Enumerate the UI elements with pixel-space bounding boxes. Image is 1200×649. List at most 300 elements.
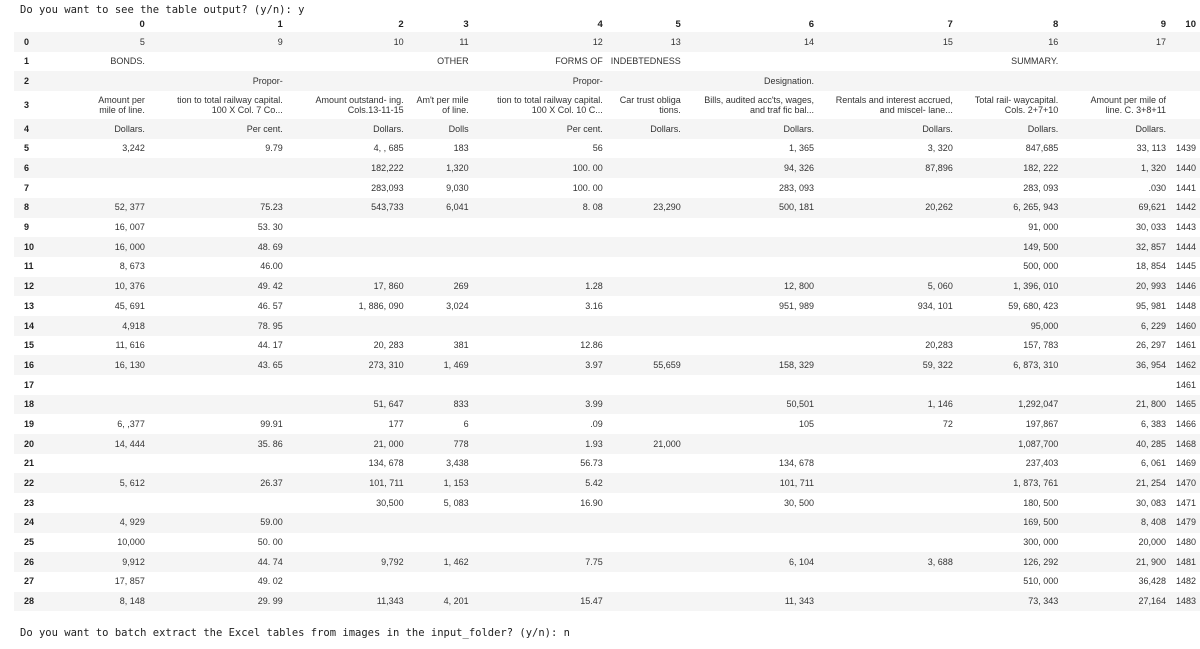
table-cell	[49, 178, 149, 198]
table-cell	[473, 513, 607, 533]
table-cell	[818, 592, 957, 612]
header-row	[14, 18, 1200, 32]
table-row	[14, 237, 1200, 257]
table-cell: 99.91	[260, 418, 283, 429]
table-cell	[473, 257, 607, 277]
table-cell	[287, 257, 408, 277]
table-cell: 180, 500	[1023, 497, 1059, 508]
table-cell: 73, 343	[1028, 596, 1059, 607]
table-cell	[607, 414, 685, 434]
table-cell: 100. 00	[572, 163, 603, 174]
cell-line: Amount outstand- ing.	[315, 94, 404, 105]
table-cell	[49, 91, 149, 119]
table-cell	[149, 395, 287, 415]
table-cell: 100. 00	[572, 182, 603, 193]
table-cell: 21, 800	[1136, 399, 1167, 410]
table-cell: 17, 860	[373, 281, 404, 292]
table-cell: 72	[942, 418, 953, 429]
row-index: 3	[24, 99, 30, 110]
table-cell: 1, 873, 761	[1013, 478, 1059, 489]
table-cell	[287, 91, 408, 119]
table-cell: 6,041	[446, 202, 469, 213]
table-cell: 56	[592, 143, 603, 154]
table-cell: INDEBTEDNESS	[610, 56, 681, 67]
table-cell: 1440	[1175, 163, 1196, 174]
table-cell: 1,292,047	[1018, 399, 1059, 410]
table-cell: Dollars.	[922, 123, 953, 134]
table-row	[14, 395, 1200, 415]
table-cell	[149, 178, 287, 198]
cell-line: tion to total railway capital.	[177, 94, 283, 105]
table-cell	[607, 218, 685, 238]
table-cell	[1170, 119, 1200, 139]
table-cell: 8. 08	[582, 202, 603, 213]
table-cell: 1441	[1175, 182, 1196, 193]
table-cell: 1, 886, 090	[358, 300, 404, 311]
table-cell	[607, 572, 685, 592]
table-cell: 6, ,377	[117, 418, 145, 429]
table-cell: 87,896	[925, 163, 953, 174]
table-cell	[408, 316, 473, 336]
cell-line: Cols.13-11-15	[347, 105, 404, 116]
table-cell	[287, 316, 408, 336]
table-cell	[607, 395, 685, 415]
table-cell	[1170, 52, 1200, 72]
table-cell: 283, 093	[1023, 182, 1059, 193]
table-cell: 49. 42	[257, 281, 283, 292]
table-cell: 1.28	[585, 281, 603, 292]
table-cell	[607, 178, 685, 198]
table-cell	[607, 296, 685, 316]
table-cell: 6, 265, 943	[1013, 202, 1059, 213]
table-cell: 26.37	[260, 478, 283, 489]
column-header: 2	[398, 18, 404, 30]
table-cell	[49, 375, 149, 395]
row-index: 24	[24, 517, 35, 528]
table-cell: 17, 857	[114, 576, 145, 587]
table-cell	[473, 218, 607, 238]
column-header: 5	[675, 18, 681, 30]
cell-line: Rentals and interest accrued,	[835, 94, 953, 105]
table-cell	[607, 316, 685, 336]
table-cell	[408, 375, 473, 395]
table-cell	[607, 257, 685, 277]
table-cell	[818, 52, 957, 72]
table-cell: Dollars.	[783, 123, 815, 134]
table-cell: 283,093	[371, 182, 404, 193]
table-cell: 778	[453, 438, 469, 449]
table-cell: 12, 800	[784, 281, 815, 292]
table-cell: 182,222	[371, 163, 404, 174]
table-cell: Per cent.	[566, 123, 603, 134]
table-cell: 1483	[1175, 596, 1196, 607]
table-cell	[818, 493, 957, 513]
cell-line: and miscel- lane...	[879, 105, 953, 116]
table-cell	[685, 316, 818, 336]
table-cell: 8, 408	[1141, 517, 1167, 528]
table-cell	[1170, 91, 1200, 119]
row-index: 25	[24, 537, 35, 548]
table-cell: 26, 297	[1136, 340, 1167, 351]
table-cell: 16	[1048, 36, 1059, 47]
table-cell	[49, 395, 149, 415]
table-row	[14, 32, 1200, 52]
table-row	[14, 375, 1200, 395]
table-cell: 1470	[1175, 478, 1196, 489]
table-cell	[49, 454, 149, 474]
table-cell: 14	[804, 36, 815, 47]
table-cell: 5, 612	[119, 478, 145, 489]
table-cell	[1062, 375, 1170, 395]
table-cell: 6, 873, 310	[1013, 359, 1059, 370]
table-cell: 9,030	[446, 182, 469, 193]
table-cell: 20,283	[925, 340, 953, 351]
table-cell: 21, 000	[373, 438, 404, 449]
table-cell	[473, 91, 607, 119]
table-cell: Per cent.	[246, 123, 283, 134]
table-cell: 1444	[1175, 241, 1196, 252]
table-cell: 273, 310	[368, 359, 404, 370]
table-cell	[408, 237, 473, 257]
table-row	[14, 473, 1200, 493]
table-cell: 50. 00	[257, 537, 283, 548]
table-body	[14, 32, 1200, 611]
table-cell: 59.00	[260, 517, 283, 528]
table-cell	[607, 336, 685, 356]
row-index: 0	[24, 36, 30, 47]
table-cell: 833	[453, 399, 469, 410]
row-index: 2	[24, 75, 30, 86]
table-cell: 18, 854	[1136, 261, 1167, 272]
table-cell	[287, 237, 408, 257]
row-index: 27	[24, 576, 35, 587]
table-row	[14, 414, 1200, 434]
table-row	[14, 218, 1200, 238]
table-row	[14, 277, 1200, 297]
table-cell: 46. 57	[257, 300, 283, 311]
table-cell	[818, 454, 957, 474]
table-cell: 11, 616	[115, 340, 145, 351]
table-cell	[818, 533, 957, 553]
cell-line: line. C. 3+8+11	[1105, 105, 1167, 116]
table-cell: 46.00	[260, 261, 283, 272]
table-cell: 1, 365	[789, 143, 815, 154]
table-cell: 158, 329	[779, 359, 815, 370]
table-cell: BONDS.	[110, 56, 145, 67]
prompt-line-bottom: Do you want to batch extract the Excel tables from images in the input_folder? (y/n): n	[20, 627, 570, 639]
table-cell: 8, 673	[119, 261, 145, 272]
table-cell: 1439	[1175, 143, 1196, 154]
table-cell: 1443	[1175, 222, 1196, 233]
table-cell: 27,164	[1138, 596, 1167, 607]
table-cell	[818, 178, 957, 198]
table-cell	[607, 552, 685, 572]
table-row	[14, 158, 1200, 178]
table-cell	[607, 533, 685, 553]
table-cell	[149, 158, 287, 178]
table-cell	[818, 572, 957, 592]
table-cell	[818, 218, 957, 238]
table-cell: Dollars.	[650, 123, 681, 134]
table-cell	[408, 257, 473, 277]
row-index: 15	[24, 340, 35, 351]
table-cell: 1, 469	[443, 359, 469, 370]
row-index: 20	[24, 438, 35, 449]
table-cell: 500, 000	[1023, 261, 1059, 272]
table-cell	[818, 91, 957, 119]
table-row	[14, 355, 1200, 375]
table-cell: 1.93	[585, 438, 603, 449]
table-cell: 32, 857	[1136, 241, 1167, 252]
table-cell: 6	[463, 418, 469, 429]
table-cell	[287, 572, 408, 592]
row-index: 17	[24, 379, 35, 390]
table-cell	[818, 316, 957, 336]
table-cell: Propor-	[572, 75, 603, 86]
table-cell	[607, 592, 685, 612]
table-cell: 9.79	[265, 143, 283, 154]
table-cell	[49, 493, 149, 513]
cell-line: and traf fic bal...	[750, 105, 815, 116]
table-cell: 1479	[1175, 517, 1196, 528]
row-index: 1	[24, 56, 30, 67]
row-index: 7	[24, 182, 30, 193]
table-cell	[685, 533, 818, 553]
table-cell: FORMS OF	[555, 56, 603, 67]
table-cell: Dolls	[448, 123, 469, 134]
index-header	[14, 18, 49, 32]
table-cell: 1442	[1175, 202, 1196, 213]
table-cell: 1445	[1175, 261, 1196, 272]
table-cell	[473, 375, 607, 395]
table-cell: 78. 95	[257, 320, 283, 331]
table-cell	[818, 237, 957, 257]
table-header	[14, 18, 1200, 32]
table-row	[14, 513, 1200, 533]
column-header: 0	[139, 18, 145, 30]
table-cell: Dollars.	[373, 123, 404, 134]
table-cell: 43. 65	[257, 359, 283, 370]
row-index: 19	[24, 418, 35, 429]
cell-line: tion to total railway capital.	[497, 94, 603, 105]
table-cell: 33, 113	[1136, 143, 1167, 154]
row-index: 18	[24, 399, 35, 410]
table-cell: 3.97	[585, 359, 603, 370]
table-cell: 55,659	[653, 359, 681, 370]
table-cell: 35. 86	[257, 438, 283, 449]
table-cell	[685, 91, 818, 119]
table-cell	[287, 218, 408, 238]
table-cell: 183	[453, 143, 469, 154]
table-cell	[607, 237, 685, 257]
table-cell	[1062, 52, 1170, 72]
table-row	[14, 178, 1200, 198]
table-cell: 1462	[1175, 359, 1196, 370]
table-cell: 1481	[1175, 556, 1196, 567]
table-cell: 17	[1156, 36, 1167, 47]
table-cell: 30, 033	[1136, 222, 1167, 233]
table-cell	[49, 158, 149, 178]
table-cell: 1, 153	[443, 478, 469, 489]
row-index: 12	[24, 281, 35, 292]
table-row	[14, 434, 1200, 454]
table-cell: 30, 083	[1136, 497, 1167, 508]
cell-line: 100 X Col. 10 C...	[531, 105, 603, 116]
table-cell: 1480	[1175, 537, 1196, 548]
table-cell: 300, 000	[1023, 537, 1059, 548]
table-cell: 4, 929	[119, 517, 145, 528]
cell-line: tions.	[659, 105, 681, 116]
table-cell: 101, 711	[779, 478, 815, 489]
table-cell: 1, 320	[1141, 163, 1167, 174]
table-cell: 10,000	[117, 537, 145, 548]
table-cell: 1468	[1175, 438, 1196, 449]
table-cell: Dollars.	[1027, 123, 1059, 134]
row-index: 13	[24, 300, 35, 311]
table-cell	[818, 375, 957, 395]
table-cell	[685, 513, 818, 533]
table-cell: 269	[453, 281, 469, 292]
table-cell	[1170, 32, 1200, 52]
row-index: 4	[24, 123, 30, 134]
table-cell	[957, 375, 1062, 395]
table-cell: 1482	[1175, 576, 1196, 587]
table-cell: 543,733	[371, 202, 404, 213]
table-cell: 16, 130	[114, 359, 145, 370]
table-cell: 101, 711	[369, 478, 404, 489]
table-cell: 1469	[1175, 458, 1196, 469]
table-cell: 91, 000	[1028, 222, 1059, 233]
table-cell: 6, 104	[789, 556, 815, 567]
table-cell: 4, 201	[443, 596, 469, 607]
table-cell: 13	[670, 36, 681, 47]
table-cell: Designation.	[764, 75, 815, 86]
table-cell: 3, 688	[927, 556, 953, 567]
table-cell	[408, 572, 473, 592]
dataframe-table	[14, 18, 1200, 611]
table-cell: 1, 396, 010	[1013, 281, 1059, 292]
table-cell: 3,024	[446, 300, 469, 311]
table-cell	[685, 375, 818, 395]
row-index: 16	[24, 359, 35, 370]
table-cell: .030	[1148, 182, 1167, 193]
table-cell: 9,792	[381, 556, 404, 567]
cell-line: Total rail- waycapital.	[974, 94, 1059, 105]
prompt-line-top: Do you want to see the table output? (y/n): y	[20, 4, 305, 16]
table-cell	[408, 533, 473, 553]
table-cell	[607, 277, 685, 297]
table-cell	[607, 513, 685, 533]
table-cell: 20,262	[925, 202, 953, 213]
row-index: 8	[24, 202, 30, 213]
table-cell	[607, 473, 685, 493]
table-row	[14, 52, 1200, 72]
row-index: 9	[24, 222, 30, 233]
table-cell	[149, 454, 287, 474]
table-cell	[818, 257, 957, 277]
table-cell: 20, 993	[1136, 281, 1167, 292]
table-cell: 169, 500	[1023, 517, 1059, 528]
table-cell: 6, 229	[1141, 320, 1167, 331]
table-cell: 1466	[1175, 418, 1196, 429]
table-cell: 49. 02	[257, 576, 283, 587]
table-cell: 177	[388, 418, 404, 429]
table-cell: 500, 181	[779, 202, 815, 213]
column-header: 3	[463, 18, 469, 30]
table-cell: 30,500	[376, 497, 404, 508]
column-header: 7	[947, 18, 953, 30]
table-cell: 53. 30	[257, 222, 283, 233]
table-cell: 134, 678	[368, 458, 404, 469]
table-row	[14, 533, 1200, 553]
table-cell: 21, 254	[1136, 478, 1167, 489]
table-cell: 237,403	[1025, 458, 1059, 469]
table-cell: 10	[393, 36, 404, 47]
table-cell	[1062, 71, 1170, 91]
table-cell: 1465	[1175, 399, 1196, 410]
table-cell: .09	[590, 418, 603, 429]
table-cell: 69,621	[1138, 202, 1167, 213]
table-cell	[408, 71, 473, 91]
row-index: 6	[24, 163, 30, 174]
table-cell	[818, 71, 957, 91]
table-cell: 5, 060	[927, 281, 953, 292]
table-cell: 1461	[1175, 340, 1196, 351]
column-header: 1	[277, 18, 283, 30]
table-cell: 21,000	[653, 438, 681, 449]
row-index: 21	[24, 458, 35, 469]
table-cell: 51, 647	[373, 399, 404, 410]
row-index: 26	[24, 556, 35, 567]
table-cell: 48. 69	[257, 241, 283, 252]
table-cell	[685, 572, 818, 592]
table-cell	[685, 257, 818, 277]
table-cell	[287, 52, 408, 72]
table-cell: 15.47	[580, 596, 603, 607]
table-cell: 14, 444	[114, 438, 145, 449]
cell-line: mile of line.	[99, 105, 145, 116]
table-cell: 20,000	[1138, 537, 1167, 548]
table-cell: 3.99	[585, 399, 603, 410]
row-index: 23	[24, 497, 35, 508]
table-row	[14, 316, 1200, 336]
table-row	[14, 552, 1200, 572]
table-cell: 1,320	[446, 163, 469, 174]
table-cell: 40, 285	[1136, 438, 1167, 449]
table-cell: 10, 376	[114, 281, 145, 292]
table-cell: 6, 061	[1141, 458, 1167, 469]
table-cell: 44. 74	[257, 556, 283, 567]
table-cell: 3.16	[585, 300, 603, 311]
column-header: 4	[597, 18, 603, 30]
table-cell: 105	[799, 418, 815, 429]
column-header: 9	[1160, 18, 1167, 30]
table-cell: 23,290	[653, 202, 681, 213]
table-cell	[408, 218, 473, 238]
cell-line: 100 X Col. 7 Co...	[211, 105, 283, 116]
table-cell	[473, 533, 607, 553]
table-cell: 11, 343	[784, 596, 815, 607]
table-cell	[287, 533, 408, 553]
table-cell: Dollars.	[1135, 123, 1167, 134]
table-cell: 4, , 685	[373, 143, 404, 154]
table-cell	[287, 513, 408, 533]
table-cell: 3,438	[446, 458, 469, 469]
table-row	[14, 257, 1200, 277]
table-cell	[685, 237, 818, 257]
table-cell: 1461	[1175, 379, 1196, 390]
cell-line: Amount per mile of	[1090, 94, 1167, 105]
